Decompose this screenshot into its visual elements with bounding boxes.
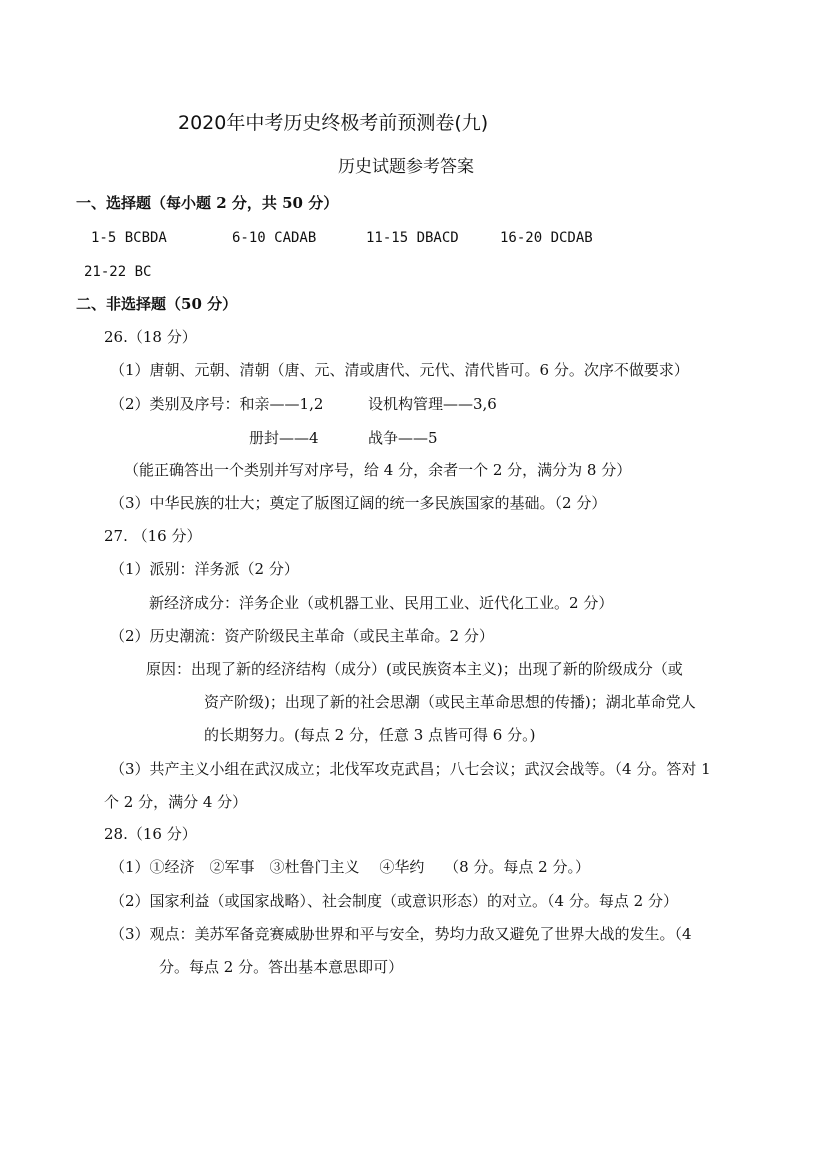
answer-group-2: 6-10 CADAB <box>232 230 317 246</box>
q27-answer-1: （1）派别：洋务派（2 分） <box>110 560 299 578</box>
page-subtitle: 历史试题参考答案 <box>338 157 474 177</box>
q26-answer-2d: 战争——5 <box>368 429 438 447</box>
answer-group-5: 21-22 BC <box>84 264 152 280</box>
q27-answer-1b: 新经济成分：洋务企业（或机器工业、民用工业、近代化工业。2 分） <box>149 594 614 612</box>
q26-answer-2a: （2）类别及序号：和亲——1,2 <box>110 395 324 413</box>
answer-group-4: 16-20 DCDAB <box>500 230 593 246</box>
question-28-label: 28.（16 分） <box>104 825 197 843</box>
q27-answer-3-line-1: （3）共产主义小组在武汉成立；北伐军攻克武昌；八七会议；武汉会战等。（4 分。答对 1 <box>110 760 711 778</box>
q26-answer-2b: 设机构管理——3,6 <box>368 395 497 413</box>
q27-reason-line-2: 资产阶级)；出现了新的社会思潮（或民主革命思想的传播)；湖北革命党人 <box>204 693 696 711</box>
q26-answer-2-note: （能正确答出一个类别并写对序号，给 4 分，余者一个 2 分，满分为 8 分） <box>124 461 632 479</box>
section-heading-choice: 一、选择题（每小题 2 分，共 50 分） <box>76 194 339 212</box>
q26-answer-3: （3）中华民族的壮大；奠定了版图辽阔的统一多民族国家的基础。（2 分） <box>110 494 607 512</box>
q26-answer-2c: 册封——4 <box>249 429 319 447</box>
section-heading-nonchoice: 二、非选择题（50 分） <box>76 295 238 313</box>
answer-group-3: 11-15 DBACD <box>366 230 459 246</box>
q28-answer-3-line-1: （3）观点：美苏军备竞赛威胁世界和平与安全，势均力敌又避免了世界大战的发生。（4 <box>110 925 692 943</box>
question-27-label: 27. （16 分） <box>104 527 202 545</box>
q28-answer-3-line-2: 分。每点 2 分。答出基本意思即可） <box>159 958 404 976</box>
answer-group-1: 1-5 BCBDA <box>91 230 167 246</box>
q27-reason-line-3: 的长期努力。(每点 2 分，任意 3 点皆可得 6 分。) <box>204 726 536 744</box>
q27-answer-3-line-2: 个 2 分，满分 4 分） <box>104 793 248 811</box>
page-title: 2020年中考历史终极考前预测卷(九) <box>178 112 489 134</box>
q27-answer-2: （2）历史潮流：资产阶级民主革命（或民主革命。2 分） <box>110 627 494 645</box>
q26-answer-1: （1）唐朝、元朝、清朝（唐、元、清或唐代、元代、清代皆可。6 分。次序不做要求） <box>110 361 689 379</box>
q28-answer-1: （1）①经济 ②军事 ③杜鲁门主义 ④华约 （8 分。每点 2 分。） <box>110 858 590 876</box>
question-26-label: 26.（18 分） <box>104 328 197 346</box>
q28-answer-2: （2）国家利益（或国家战略）、社会制度（或意识形态）的对立。（4 分。每点 2 分） <box>110 892 678 910</box>
q27-reason-line-1: 原因：出现了新的经济结构（成分）(或民族资本主义)；出现了新的阶级成分（或 <box>146 660 683 678</box>
